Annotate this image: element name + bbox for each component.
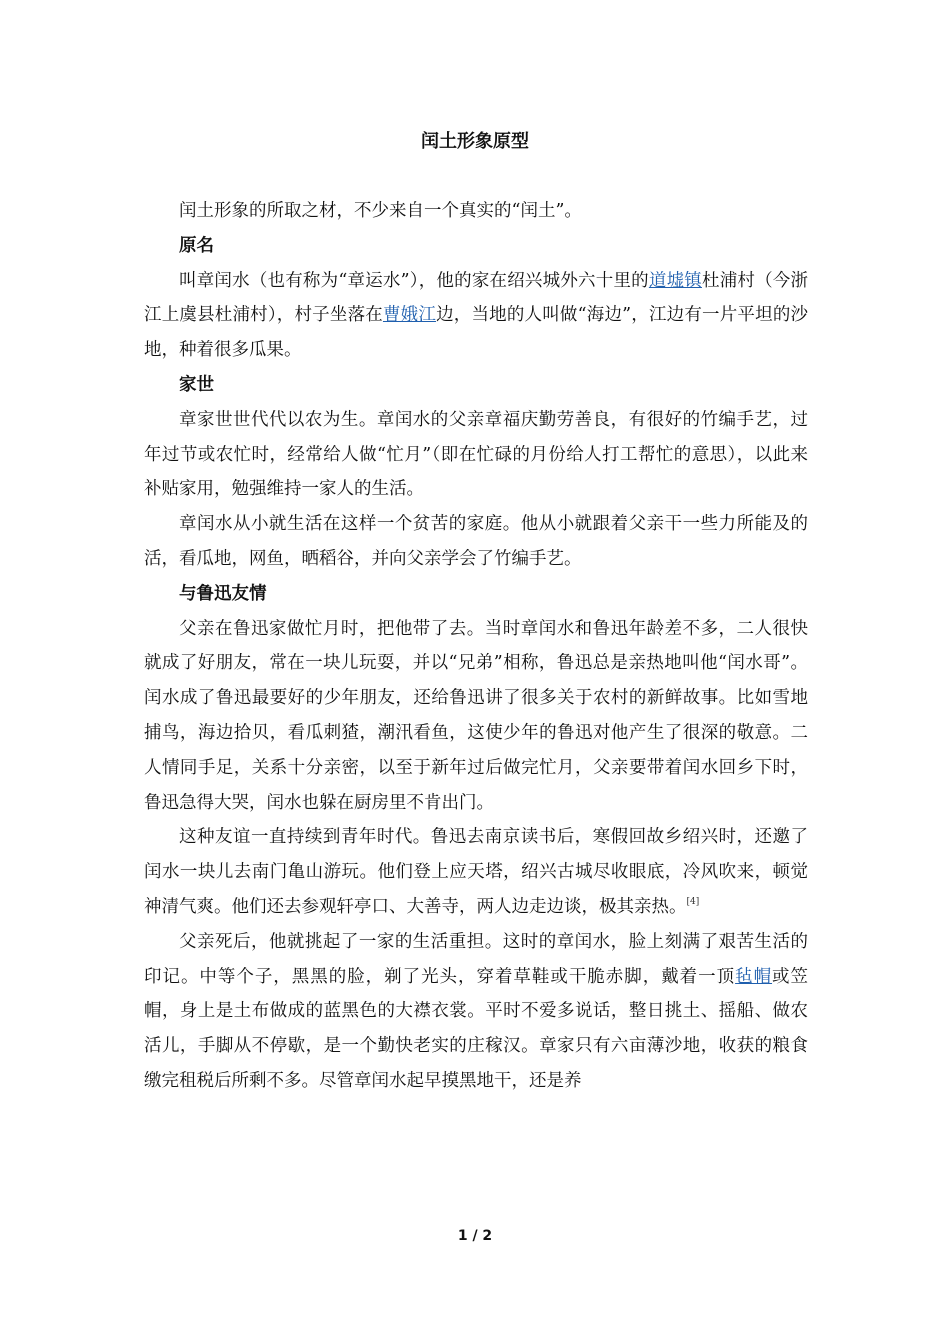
text-segment: 杜浦村（今浙江上虞县杜浦村），村子坐落在: [144, 270, 809, 326]
link-cao-e-river[interactable]: 曹娥江: [382, 305, 437, 326]
page-number: 1 / 2: [457, 1228, 493, 1244]
friendship-paragraph-1: 父亲在鲁迅家做忙月时，把他带了去。当时章闰水和鲁迅年龄差不多，二人很快就成了好朋友，常在一块儿玩耍，并以“兄弟”相称，鲁迅总是亲热地叫他“闰水哥”。闰水成了鲁迅最要好的少年朋友，还给鲁迅讲了很多关于农村的新鲜故事。比如雪地捕鸟，海边拾贝，看瓜刺猹，潮汛看鱼，这使少年的鲁迅对他产生了很深的敬意。二人情同手足，关系十分亲密，以至于新年过后做完忙月，父亲要带着闰水回乡下时，鲁迅急得大哭，闰水也躲在厨房里不肯出门。: [144, 618, 808, 813]
friendship-paragraph-3: [144, 925, 808, 1099]
text-segment: 边，当地的人叫做“海边”，江边有一片平坦的沙地，种着很多瓜果。: [144, 305, 809, 361]
text-segment: 叫章闰水（也有称为“章运水”），他的家在绍兴城外六十里的: [179, 270, 649, 291]
page-title: 闰土形象原型: [421, 131, 529, 152]
link-daoxu-town[interactable]: 道墟镇: [648, 270, 702, 291]
section-heading-friendship: 与鲁迅友情: [179, 583, 267, 604]
family-paragraph-2: 章闰水从小就生活在这样一个贫苦的家庭。他从小就跟着父亲干一些力所能及的活，看瓜地，网鱼，晒稻谷，并向父亲学会了竹编手艺。: [144, 514, 808, 569]
text-segment: 或笠帽，身上是土布做成的蓝黑色的大襟衣裳。平时不爱多说话，整日挑土、摇船、做农活儿，手脚从不停歇，是一个勤快老实的庄稼汉。章家只有六亩薄沙地，收获的粮食缴完租税后所剩不多。尽管章闰水起早摸黑地干，还是养: [144, 966, 809, 1091]
text-segment: 父亲死后，他就挑起了一家的生活重担。这时的章闰水，脸上刻满了艰苦生活的印记。中等个子，黑黑的脸，剃了光头，穿着草鞋或干脆赤脚，戴着一顶: [144, 931, 808, 987]
intro-paragraph: 闰土形象的所取之材，不少来自一个真实的“闰土”。: [179, 201, 582, 221]
section-heading-family: 家世: [179, 374, 214, 395]
document-body: [144, 194, 808, 1099]
reference-marker[interactable]: [4]: [686, 896, 700, 907]
friendship-paragraph-2: [144, 820, 808, 924]
text-segment: 这种友谊一直持续到青年时代。鲁迅去南京读书后，寒假回故乡绍兴时，还邀了闰水一块儿去南门亀山游玩。他们登上应天塔，绍兴古城尽收眼底，冷风吹来，顿觉神清气爽。他们还去参观轩亭口、大善寺，两人边走边谈，极其亲热。: [144, 827, 808, 917]
family-paragraph-1: 章家世世代代以农为生。章闰水的父亲章福庆勤劳善良，有很好的竹编手艺，过年过节或农忙时，经常给人做“忙月”（即在忙碌的月份给人打工帮忙的意思），以此来补贴家用，勉强维持一家人的生活。: [144, 409, 808, 500]
link-felt-hat[interactable]: 毡帽: [735, 966, 773, 987]
section-heading-original-name: 原名: [179, 235, 214, 256]
original-name-paragraph: [144, 264, 808, 368]
